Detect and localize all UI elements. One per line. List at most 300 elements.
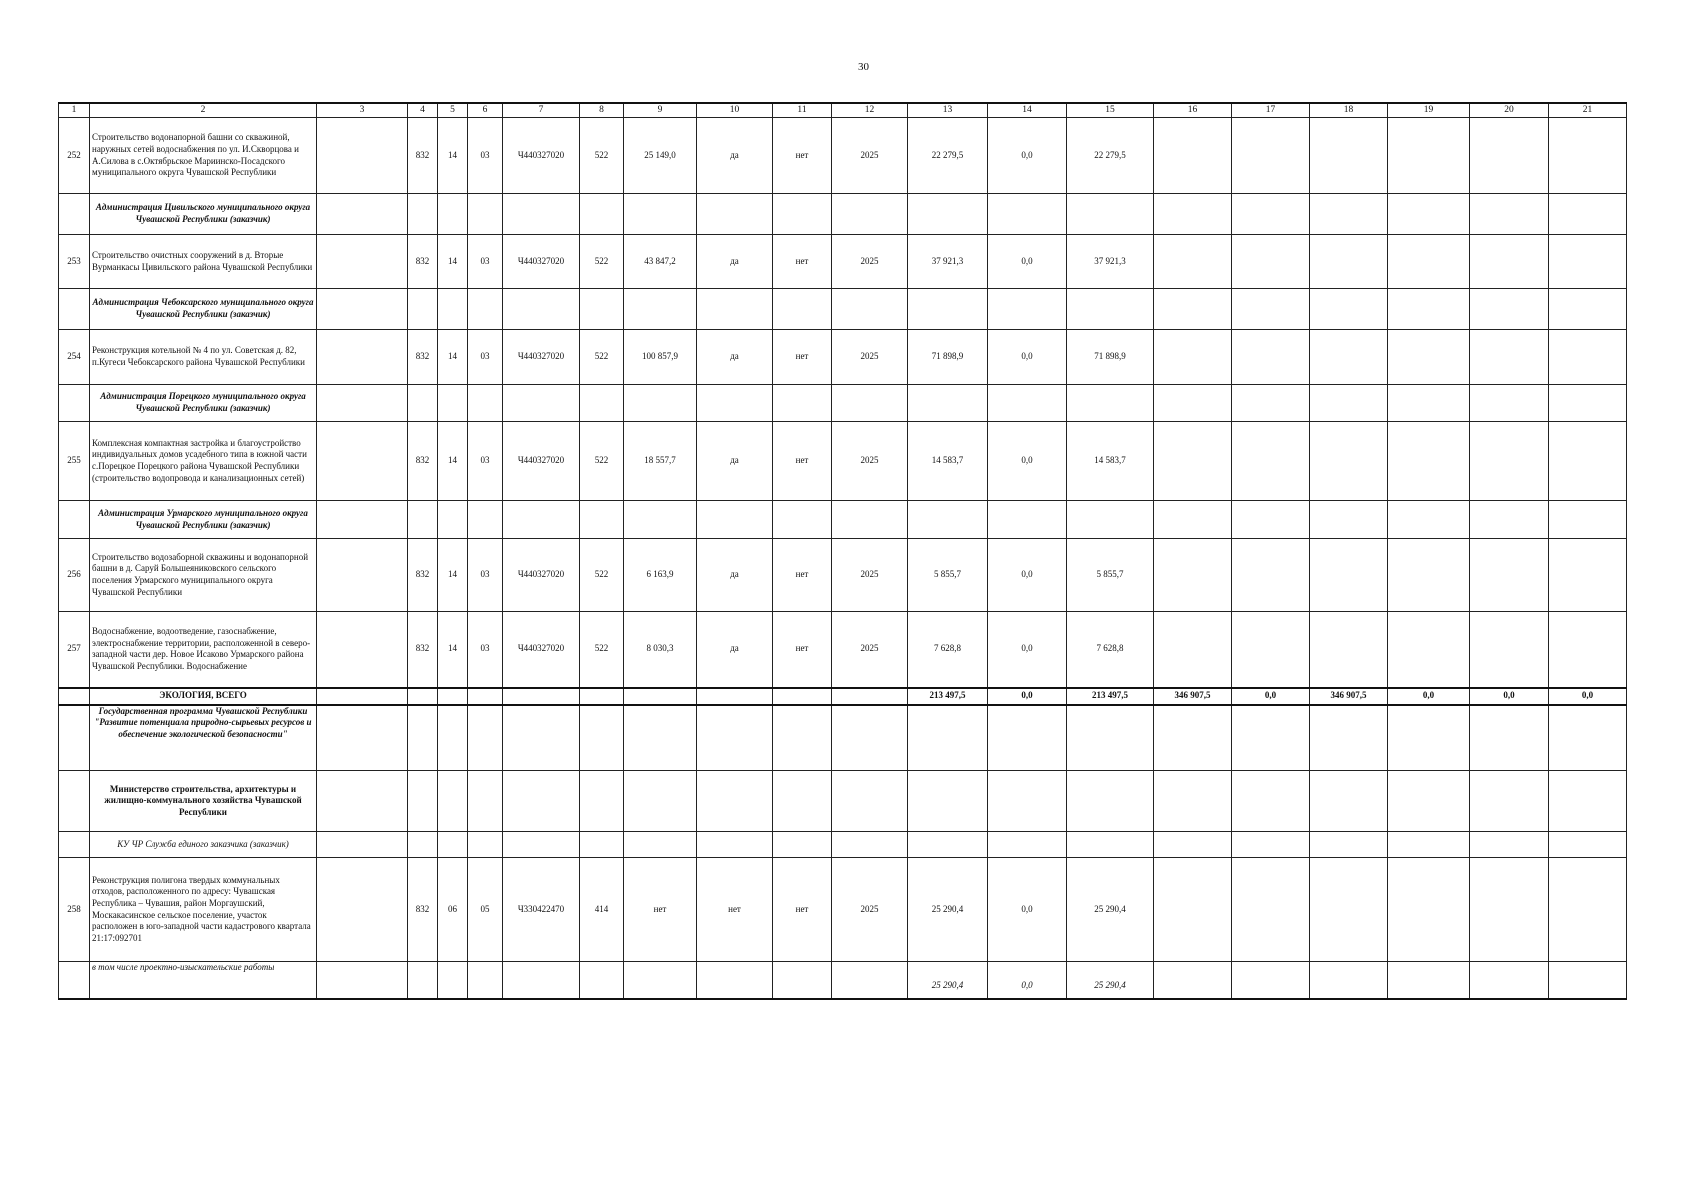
value-cell-col-14: 0,0 [988,858,1067,962]
including-value-col-13: 25 290,4 [908,962,988,999]
value-cell-col-13: 5 855,7 [908,539,988,612]
empty-cell [697,501,773,539]
empty-cell [773,688,832,705]
empty-cell [1232,330,1310,385]
empty-cell [624,705,697,771]
empty-cell [1470,501,1549,539]
empty-cell [317,688,408,705]
empty-cell [1232,235,1310,289]
empty-cell [1232,501,1310,539]
total-value-col-16: 346 907,5 [1154,688,1232,705]
empty-cell [1388,385,1470,422]
empty-cell [697,771,773,832]
empty-cell [317,235,408,289]
empty-cell [1549,705,1627,771]
project-name-cell: Комплексная компактная застройка и благоустройство индивидуальных домов усадебного типа в южной части с.Порецкое Порецкого района Чувашской Республики (строительство водопровода и канализационных сетей) [90,422,317,501]
empty-cell [1232,422,1310,501]
empty-cell [1310,771,1388,832]
empty-cell [580,962,624,999]
empty-cell [503,194,580,235]
empty-cell [1549,771,1627,832]
empty-cell [438,962,468,999]
empty-cell [580,832,624,858]
value-cell-col-8: 414 [580,858,624,962]
empty-cell [1310,194,1388,235]
empty-cell [697,832,773,858]
empty-cell [580,705,624,771]
empty-cell [988,385,1067,422]
empty-cell [1310,612,1388,688]
empty-cell [1067,194,1154,235]
empty-cell [908,832,988,858]
empty-cell [580,501,624,539]
value-cell-col-8: 522 [580,422,624,501]
empty-cell [1310,539,1388,612]
project-name-cell: Строительство водонапорной башни со скважиной, наружных сетей водоснабжения по ул. И.Скворцова и А.Силова в с.Октябрьское Мариинско-Посадского муниципального округа Чувашской Республики [90,118,317,194]
value-cell-col-9: 6 163,9 [624,539,697,612]
empty-cell [408,832,438,858]
empty-cell [1067,705,1154,771]
customer-section-cell: КУ ЧР Служба единого заказчика (заказчик) [90,832,317,858]
empty-cell [1388,539,1470,612]
empty-cell [1232,385,1310,422]
value-cell-col-15: 25 290,4 [1067,858,1154,962]
empty-cell [1310,501,1388,539]
empty-cell [1154,235,1232,289]
value-cell-col-7: Ч440327020 [503,330,580,385]
empty-cell [1154,385,1232,422]
empty-cell [1232,118,1310,194]
total-value-col-21: 0,0 [1549,688,1627,705]
empty-cell [1388,330,1470,385]
value-cell-col-7: Ч330422470 [503,858,580,962]
value-cell-col-6: 03 [468,612,503,688]
empty-cell [697,705,773,771]
header-cell: 17 [1232,103,1310,118]
empty-cell [468,194,503,235]
table-row [59,539,1627,612]
value-cell-col-14: 0,0 [988,612,1067,688]
empty-cell [1154,771,1232,832]
value-cell-col-8: 522 [580,539,624,612]
empty-cell [1549,832,1627,858]
empty-cell [1154,501,1232,539]
empty-cell [1388,962,1470,999]
empty-cell [1470,705,1549,771]
total-value-col-19: 0,0 [1388,688,1470,705]
value-cell-col-10: да [697,118,773,194]
empty-cell [317,289,408,330]
empty-cell [832,705,908,771]
empty-cell [438,771,468,832]
table-row [59,858,1627,962]
empty-cell [1549,422,1627,501]
empty-cell [624,832,697,858]
empty-cell [773,962,832,999]
empty-cell [832,832,908,858]
ministry-title-cell: Министерство строительства, архитектуры и жилищно-коммунального хозяйства Чувашской Республики [90,771,317,832]
empty-cell [1470,194,1549,235]
empty-cell [1470,771,1549,832]
empty-cell [1232,962,1310,999]
empty-cell [317,771,408,832]
empty-cell [1310,330,1388,385]
empty-cell [1232,289,1310,330]
value-cell-col-12: 2025 [832,118,908,194]
table-row [59,832,1627,858]
header-cell: 11 [773,103,832,118]
empty-cell [503,385,580,422]
empty-cell [408,688,438,705]
header-cell: 16 [1154,103,1232,118]
empty-cell [1549,330,1627,385]
empty-cell [1310,422,1388,501]
empty-cell [1310,962,1388,999]
empty-cell [697,289,773,330]
table-row [59,705,1627,771]
empty-cell [1549,539,1627,612]
empty-cell [988,289,1067,330]
value-cell-col-5: 14 [438,118,468,194]
empty-cell [1154,118,1232,194]
value-cell-col-5: 06 [438,858,468,962]
empty-cell [408,705,438,771]
value-cell-col-4: 832 [408,422,438,501]
empty-cell [1470,385,1549,422]
value-cell-col-5: 14 [438,422,468,501]
empty-cell [468,385,503,422]
empty-cell [1232,539,1310,612]
total-value-col-20: 0,0 [1470,688,1549,705]
empty-cell [1310,832,1388,858]
empty-cell [468,771,503,832]
empty-cell [1154,289,1232,330]
header-cell: 6 [468,103,503,118]
value-cell-col-11: нет [773,422,832,501]
table-row [59,330,1627,385]
value-cell-col-11: нет [773,858,832,962]
header-cell: 14 [988,103,1067,118]
empty-cell [1232,612,1310,688]
empty-cell [408,385,438,422]
empty-cell [59,194,90,235]
project-name-cell: Реконструкция полигона твердых коммунальных отходов, расположенного по адресу: Чувашская Республика – Чувашия, район Моргаушский, Москакасинское сельское поселение, участок расположен в юго-западной части кадастрового квартала 21:17:092701 [90,858,317,962]
total-value-col-13: 213 497,5 [908,688,988,705]
empty-cell [1388,858,1470,962]
value-cell-col-6: 03 [468,118,503,194]
empty-cell [908,501,988,539]
value-cell-col-6: 05 [468,858,503,962]
table-row [59,962,1627,999]
including-value-col-14: 0,0 [988,962,1067,999]
header-cell: 2 [90,103,317,118]
value-cell-col-4: 832 [408,858,438,962]
expenditure-table [58,102,1627,1000]
empty-cell [1388,771,1470,832]
value-cell-col-11: нет [773,539,832,612]
customer-section-cell: Администрация Чебоксарского муниципального округа Чувашской Республики (заказчик) [90,289,317,330]
empty-cell [988,501,1067,539]
empty-cell [908,705,988,771]
empty-cell [59,385,90,422]
empty-cell [59,705,90,771]
empty-cell [1310,118,1388,194]
total-value-col-15: 213 497,5 [1067,688,1154,705]
empty-cell [438,705,468,771]
empty-cell [1154,539,1232,612]
empty-cell [468,501,503,539]
empty-cell [832,385,908,422]
value-cell-col-4: 832 [408,612,438,688]
empty-cell [317,385,408,422]
value-cell-col-4: 832 [408,330,438,385]
empty-cell [832,688,908,705]
empty-cell [988,194,1067,235]
empty-cell [503,832,580,858]
table-row [59,118,1627,194]
customer-section-cell: Администрация Урмарского муниципального округа Чувашской Республики (заказчик) [90,501,317,539]
value-cell-col-10: да [697,235,773,289]
empty-cell [1232,832,1310,858]
empty-cell [1388,118,1470,194]
value-cell-col-9: 18 557,7 [624,422,697,501]
empty-cell [624,962,697,999]
value-cell-col-13: 37 921,3 [908,235,988,289]
empty-cell [1310,705,1388,771]
value-cell-col-5: 14 [438,539,468,612]
empty-cell [1232,705,1310,771]
empty-cell [1154,705,1232,771]
empty-cell [317,832,408,858]
row-number-cell: 255 [59,422,90,501]
empty-cell [1470,235,1549,289]
empty-cell [503,501,580,539]
value-cell-col-6: 03 [468,539,503,612]
value-cell-col-12: 2025 [832,612,908,688]
empty-cell [1154,330,1232,385]
header-cell: 4 [408,103,438,118]
empty-cell [988,832,1067,858]
table-row [59,385,1627,422]
value-cell-col-8: 522 [580,330,624,385]
empty-cell [773,501,832,539]
empty-cell [1470,289,1549,330]
empty-cell [1549,612,1627,688]
empty-cell [1067,771,1154,832]
empty-cell [1470,539,1549,612]
empty-cell [1154,422,1232,501]
empty-cell [1154,858,1232,962]
empty-cell [317,422,408,501]
header-cell: 13 [908,103,988,118]
value-cell-col-6: 03 [468,330,503,385]
empty-cell [1549,962,1627,999]
row-number-cell: 254 [59,330,90,385]
empty-cell [624,385,697,422]
empty-cell [1232,858,1310,962]
value-cell-col-8: 522 [580,612,624,688]
value-cell-col-9: 100 857,9 [624,330,697,385]
including-value-col-15: 25 290,4 [1067,962,1154,999]
project-name-cell: Строительство водозаборной скважины и водонапорной башни в д. Саруй Большеяниковского сельского поселения Урмарского муниципального округа Чувашской Республики [90,539,317,612]
empty-cell [1154,832,1232,858]
empty-cell [468,832,503,858]
value-cell-col-9: 25 149,0 [624,118,697,194]
empty-cell [1549,501,1627,539]
value-cell-col-12: 2025 [832,422,908,501]
empty-cell [1470,832,1549,858]
value-cell-col-7: Ч440327020 [503,612,580,688]
value-cell-col-11: нет [773,235,832,289]
empty-cell [832,501,908,539]
empty-cell [773,771,832,832]
empty-cell [1470,422,1549,501]
empty-cell [1388,194,1470,235]
value-cell-col-12: 2025 [832,858,908,962]
header-cell: 18 [1310,103,1388,118]
empty-cell [1067,385,1154,422]
empty-cell [1549,289,1627,330]
total-label-cell: ЭКОЛОГИЯ, ВСЕГО [90,688,317,705]
empty-cell [408,194,438,235]
project-name-cell: Реконструкция котельной № 4 по ул. Советская д. 82, п.Кугеси Чебоксарского района Чувашской Республики [90,330,317,385]
empty-cell [1310,235,1388,289]
project-name-cell: Строительство очистных сооружений в д. Вторые Вурманкасы Цивильского района Чувашской Республики [90,235,317,289]
table-row [59,771,1627,832]
row-number-cell: 257 [59,612,90,688]
empty-cell [317,705,408,771]
empty-cell [317,858,408,962]
empty-cell [438,688,468,705]
value-cell-col-14: 0,0 [988,539,1067,612]
value-cell-col-14: 0,0 [988,235,1067,289]
empty-cell [1154,962,1232,999]
empty-cell [468,962,503,999]
total-value-col-18: 346 907,5 [1310,688,1388,705]
empty-cell [773,194,832,235]
value-cell-col-14: 0,0 [988,118,1067,194]
header-cell: 9 [624,103,697,118]
empty-cell [1549,118,1627,194]
table-row [59,422,1627,501]
empty-cell [1310,385,1388,422]
customer-section-cell: Администрация Порецкого муниципального округа Чувашской Республики (заказчик) [90,385,317,422]
empty-cell [1549,235,1627,289]
value-cell-col-5: 14 [438,235,468,289]
empty-cell [1388,235,1470,289]
empty-cell [580,385,624,422]
value-cell-col-5: 14 [438,330,468,385]
empty-cell [580,289,624,330]
value-cell-col-4: 832 [408,539,438,612]
table-row [59,501,1627,539]
value-cell-col-12: 2025 [832,235,908,289]
total-value-col-14: 0,0 [988,688,1067,705]
value-cell-col-15: 37 921,3 [1067,235,1154,289]
value-cell-col-9: 43 847,2 [624,235,697,289]
empty-cell [59,688,90,705]
empty-cell [773,832,832,858]
value-cell-col-12: 2025 [832,539,908,612]
header-cell: 10 [697,103,773,118]
value-cell-col-15: 7 628,8 [1067,612,1154,688]
value-cell-col-8: 522 [580,118,624,194]
empty-cell [1549,194,1627,235]
empty-cell [1154,194,1232,235]
value-cell-col-7: Ч440327020 [503,118,580,194]
empty-cell [1232,771,1310,832]
empty-cell [317,501,408,539]
empty-cell [624,289,697,330]
empty-cell [624,688,697,705]
empty-cell [438,501,468,539]
value-cell-col-13: 71 898,9 [908,330,988,385]
header-cell: 1 [59,103,90,118]
empty-cell [59,832,90,858]
empty-cell [408,501,438,539]
value-cell-col-11: нет [773,118,832,194]
header-cell: 19 [1388,103,1470,118]
value-cell-col-7: Ч440327020 [503,422,580,501]
value-cell-col-14: 0,0 [988,330,1067,385]
empty-cell [1388,705,1470,771]
table-row [59,688,1627,705]
empty-cell [1232,194,1310,235]
value-cell-col-10: да [697,330,773,385]
program-title-cell: Государственная программа Чувашской Республики "Развитие потенциала природно-сырьевых ресурсов и обеспечение экологической безопасности" [90,705,317,771]
header-cell: 3 [317,103,408,118]
header-cell: 21 [1549,103,1627,118]
empty-cell [624,501,697,539]
empty-cell [697,962,773,999]
empty-cell [408,771,438,832]
empty-cell [624,771,697,832]
empty-cell [988,771,1067,832]
empty-cell [1549,385,1627,422]
empty-cell [503,705,580,771]
empty-cell [773,289,832,330]
value-cell-col-13: 7 628,8 [908,612,988,688]
empty-cell [503,962,580,999]
empty-cell [503,688,580,705]
empty-cell [908,771,988,832]
value-cell-col-15: 71 898,9 [1067,330,1154,385]
value-cell-col-13: 25 290,4 [908,858,988,962]
empty-cell [908,194,988,235]
empty-cell [1470,858,1549,962]
empty-cell [697,385,773,422]
project-name-cell: Водоснабжение, водоотведение, газоснабжение, электроснабжение территории, расположенной в северо-западной части дер. Новое Исаково Урмарского района Чувашской Республики. Водоснабжение [90,612,317,688]
empty-cell [988,705,1067,771]
empty-cell [1388,422,1470,501]
empty-cell [697,688,773,705]
empty-cell [832,194,908,235]
row-number-cell: 253 [59,235,90,289]
value-cell-col-11: нет [773,330,832,385]
empty-cell [317,194,408,235]
empty-cell [438,289,468,330]
row-number-cell: 256 [59,539,90,612]
value-cell-col-6: 03 [468,235,503,289]
value-cell-col-8: 522 [580,235,624,289]
table-row [59,235,1627,289]
empty-cell [408,962,438,999]
empty-cell [317,330,408,385]
value-cell-col-5: 14 [438,612,468,688]
empty-cell [503,771,580,832]
empty-cell [59,289,90,330]
empty-cell [503,289,580,330]
